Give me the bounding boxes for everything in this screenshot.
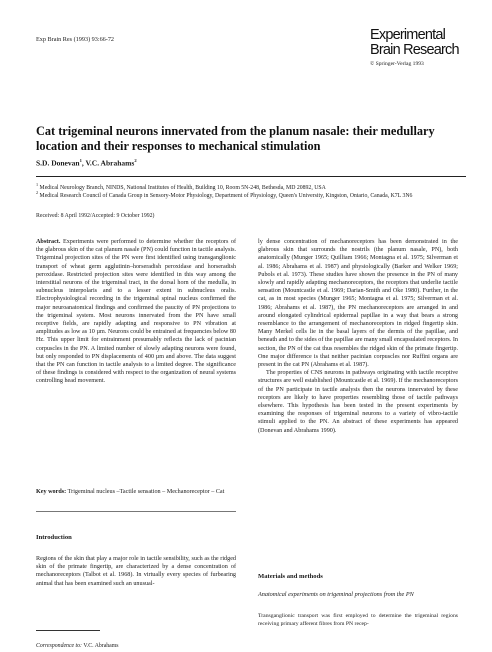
keywords-divider: [36, 511, 236, 512]
introduction-text: Regions of the skin that play a major role in tactile sensibility, such as the ridged skin of the primate fingertip, are characterized by a dense concentration of mechanoreceptors (Talbot et al. 1968). In virtually every species of furbearing animal that has been examined such an unusual-: [36, 556, 236, 587]
publisher-notice: © Springer-Verlag 1993: [370, 61, 424, 67]
title-divider: [36, 176, 466, 177]
abstract-label: Abstract.: [36, 239, 61, 245]
introduction-heading: Introduction: [36, 534, 72, 541]
affiliation-2: [36, 190, 466, 201]
keywords: [36, 488, 236, 496]
received-dates: Received: 8 April 1992/Accepted: 9 October 1992): [36, 213, 155, 219]
journal-logo: [370, 28, 460, 68]
author-list: S.D. Donevan$^1$, V.C. Abrahams$^2$: [36, 158, 137, 168]
intro-paragraph-1: ly dense concentration of mechanoreceptors has been demonstrated in the glabrous skin that surrounds the nostrils (the planum nasale, PN), both anatomically (Munger 1965; Quilliam 1966; Montagna et al. 1975; Silverman et al. 1986; Abrahams et al. 1987) and physiologically (Barker and Welker 1969; Pubols et al. 1973). These studies have shown the presence in the PN of many slowly and rapidly adapting mechanoreceptors, the receptors that underlie tactile sensation (Mountcastle et al. 1969; Darian-Smith and Oke 1980). Further, in the cat, as in most species (Munger 1965; Montagna et al. 1975; Silverman et al. 1986; Abrahams et al. 1987), the PN mechanoreceptors are arranged in and around elongated cylindrical epidermal papillae in a way that bears a strong resemblance to the arrangement of mechanoreceptors in ridged fingertip skin. Many Merkel cells lie in the basal layers of the dermis of the papillae, and beneath and to the sides of the papillae are many small encapsulated receptors. In section, the PN of the cat thus resembles the ridged skin of the primate fingertip. One major difference is that neither pacinian corpuscles nor Ruffini organs are present in the cat PN (Abrahams et al. 1987).: [258, 239, 458, 369]
keywords-label: Key words:: [36, 489, 67, 495]
methods-text: Transganglionic transport was first employed to determine the trigeminal regions receiving primary afferent fibres from PN recep-: [258, 613, 458, 627]
footnote-divider: [36, 630, 100, 631]
journal-citation: Exp Brain Res (1993) 93:66-72: [36, 36, 115, 43]
journal-name-line1: Experimental: [370, 27, 446, 43]
intro-paragraph-2: The properties of CNS neurons in pathways originating with tactile receptive structures are well established (Mountcastle et al. 1969). If the mechanoreceptors of the PN participate in tactile analysis then the neurons innervated by these receptors are likely to have properties resembling those of tactile pathways elsewhere. This hypothesis has been tested in the present experiments by examining the responses of trigeminal neurons to a variety of vibro-tactile stimuli applied to the PN. An abstract of these experiments has appeared (Donevan and Abrahams 1990).: [258, 370, 458, 434]
author-name: V.C. Abrahams: [85, 158, 135, 168]
author-affiliation-mark: 2: [134, 158, 137, 163]
methods-subheading: Anatomical experiments on trigeminal projections from the PN: [258, 591, 414, 598]
correspondence-name: V.C. Abrahams: [83, 643, 119, 649]
author-affiliation-mark: 1: [79, 158, 82, 163]
abstract-section: [36, 238, 236, 386]
affiliation-mark: 2: [36, 190, 39, 195]
affiliation-text: Medical Research Council of Canada Group in Sensory-Motor Physiology, Department of Physiology, Queen's University, Kingston, Ontario, Canada, K7L 3N6: [39, 192, 413, 199]
journal-name-line2: Brain Research: [370, 41, 459, 58]
author-name: S.D. Donevan: [36, 158, 80, 168]
abstract-text: Experiments were performed to determine whether the receptors of the glabrous skin of the cat planum nasale (PN) could function in tactile analysis. Trigeminal projection sites of the PN were first identified using transganglionic transport of wheat germ agglutinin–horseradish peroxidase and horseradish peroxidase. Restricted projection sites were identified in this way among the interstitial neurons of the trigeminal tract, in the dorsal horn of the medulla, in subnucleus interpolaris and to a lesser extent in subnucleus oralis. Electrophysiological recording in the trigeminal spinal nucleus confirmed the major neuroanatomical findings and confirmed the paucity of PN projections to the trigeminal system. Most neurons innervated from the PN have small receptive fields, are rapidly adapting and responsive to PN vibration at amplitudes as low as 10 µm. Neurons could be entrained at frequencies below 80 Hz. This upper limit for entrainment presumably reflects the lack of pacinian corpuscles in the PN. A limited number of slowly adapting neurons were found, but only responded to PN displacements of 400 µm and above. The data suggest that the PN can function in tactile analysis to a limited degree. The significance of these findings is considered with respect to the organization of neural systems controlling head movement.: [36, 239, 236, 385]
methods-heading: Materials and methods: [258, 573, 323, 580]
keywords-text: Trigeminal nucleus –Tactile sensation – Mechanoreceptor – Cat: [67, 489, 225, 495]
correspondence-note: [36, 643, 119, 649]
right-column-intro: [258, 238, 458, 435]
affiliation-mark: 1: [36, 182, 39, 187]
correspondence-label: Correspondence to:: [36, 643, 82, 649]
article-title: Cat trigeminal neurons innervated from the planum nasale: their medullary location and their responses to mechanical stimulation: [36, 124, 435, 153]
affiliation-text: Medical Neurology Branch, NINDS, National Institutes of Health, Building 10, Room 5N-248, Bethesda, MD 20892, USA: [39, 184, 326, 191]
